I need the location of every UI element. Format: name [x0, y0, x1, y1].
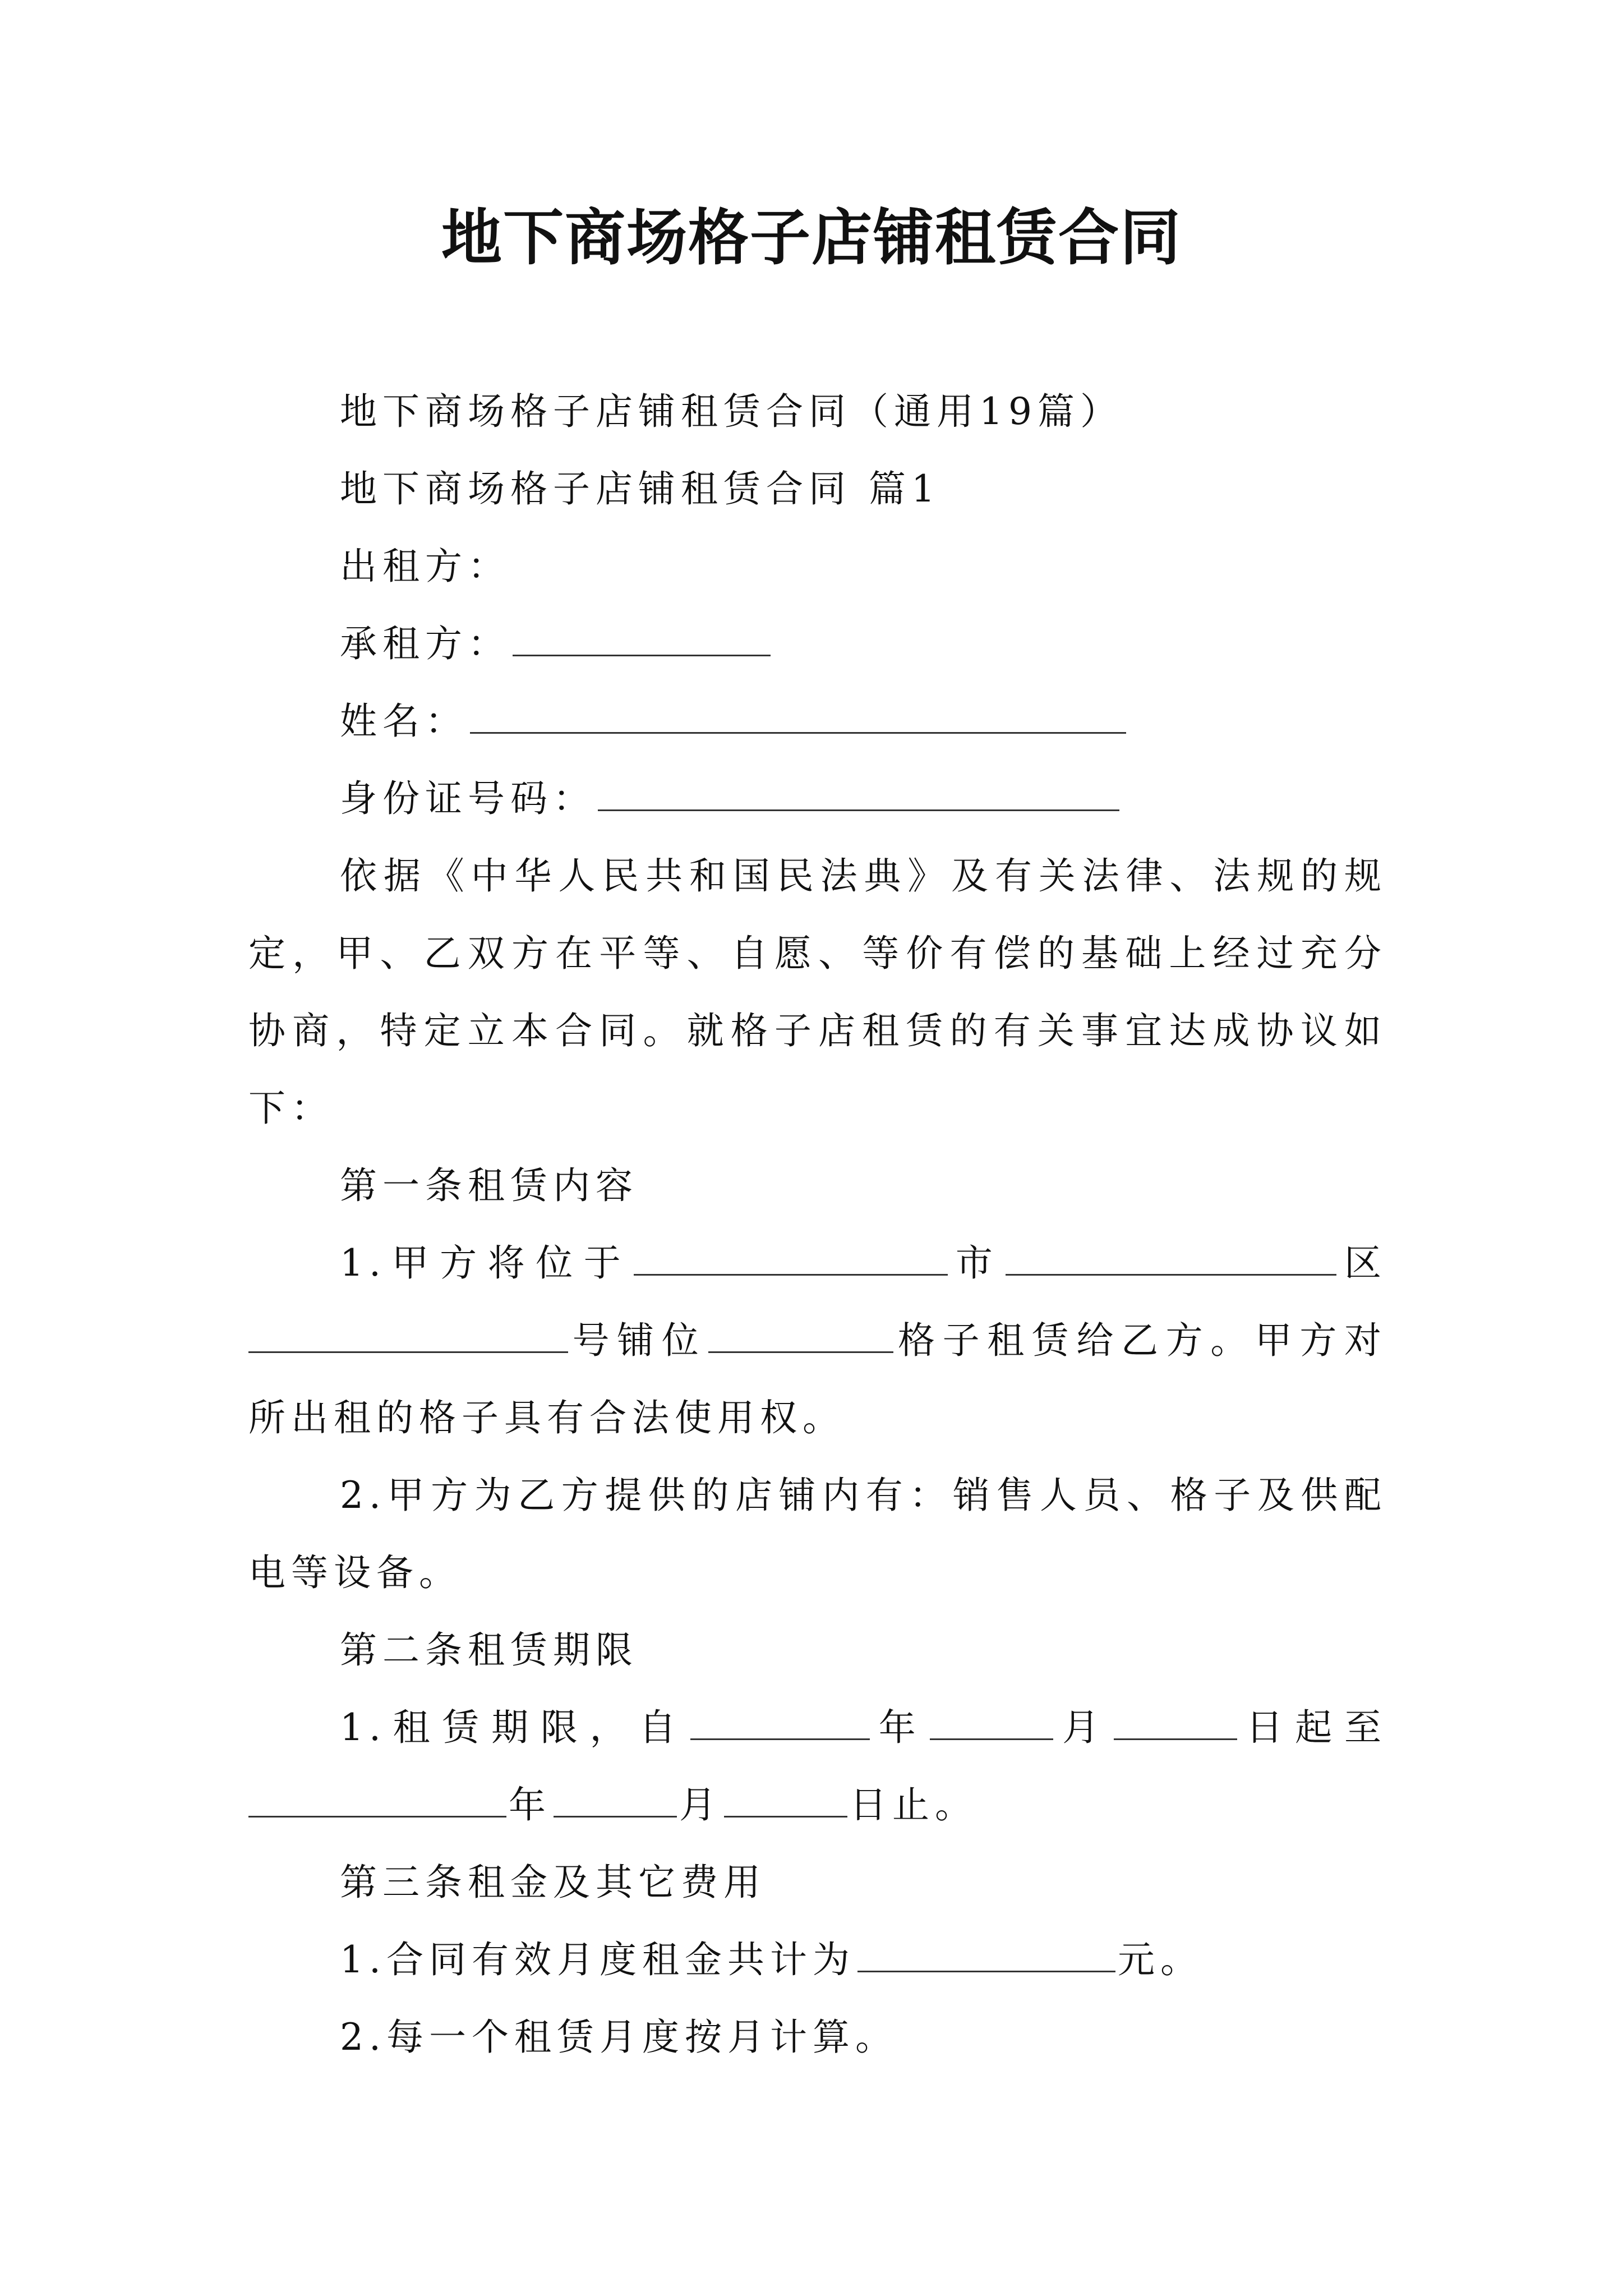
s1-item1-prefix: 1.甲方将位于	[340, 1241, 632, 1285]
rent-unit: 元。	[1117, 1938, 1203, 1981]
id-blank	[598, 775, 1119, 811]
lessor-label: 出租方：	[340, 545, 510, 588]
document-subtitle: 地下商场格子店铺租赁合同（通用19篇）	[340, 390, 1123, 433]
id-line	[248, 760, 1387, 838]
start-day-blank	[1114, 1704, 1237, 1740]
end-month-blank	[554, 1781, 677, 1818]
document-body	[248, 373, 1387, 2076]
district-label: 区	[1339, 1241, 1387, 1285]
start-year-blank	[690, 1704, 870, 1740]
section2-title: 第二条租赁期限	[340, 1628, 638, 1672]
s2-item1	[248, 1689, 1387, 1844]
s1-item1-suffix: 格子租赁给乙方。甲方对所出租的格子具有合法使用权。	[248, 1319, 1387, 1439]
document-title: 地下商场格子店铺租赁合同	[441, 203, 1182, 273]
name-blank	[470, 697, 1126, 734]
district-blank	[1006, 1239, 1336, 1276]
lessor-line	[248, 528, 1387, 605]
lessee-label: 承租方：	[340, 622, 510, 665]
end-day-label: 日止。	[850, 1783, 978, 1826]
section1-title: 第一条租赁内容	[340, 1164, 638, 1207]
grid-blank	[708, 1317, 893, 1353]
stall-label: 号铺位	[570, 1319, 707, 1362]
s1-item2: 2.甲方为乙方提供的店铺内有：销售人员、格子及供配电等设备。	[248, 1474, 1387, 1594]
s3-item2: 2.每一个租赁月度按月计算。	[340, 2016, 898, 2059]
end-day-blank	[724, 1781, 847, 1818]
lessee-line	[248, 605, 1387, 683]
start-month-blank	[930, 1704, 1053, 1740]
city-blank	[634, 1239, 948, 1276]
name-line	[248, 683, 1387, 760]
start-month-label: 月	[1055, 1706, 1112, 1749]
end-year-label: 年	[509, 1783, 551, 1826]
end-year-blank	[248, 1781, 506, 1818]
s3-item1-prefix: 1.合同有效月度租金共计为	[340, 1938, 855, 1981]
s3-item1	[248, 1921, 1387, 1999]
start-day-label: 日起至	[1239, 1706, 1387, 1749]
preamble-paragraph: 依据《中华人民共和国民法典》及有关法律、法规的规定，甲、乙双方在平等、自愿、等价有偿的基础上经过充分协商，特定立本合同。就格子店租赁的有关事宜达成协议如下：	[248, 854, 1387, 1130]
id-label: 身份证号码：	[340, 777, 596, 820]
lessee-blank	[513, 620, 771, 656]
city-label: 市	[950, 1241, 1004, 1285]
article-heading: 地下商场格子店铺租赁合同 篇1	[340, 467, 940, 510]
s1-item1	[248, 1225, 1387, 1457]
start-year-label: 年	[872, 1706, 928, 1749]
name-label: 姓名：	[340, 700, 468, 743]
section3-title: 第三条租金及其它费用	[340, 1861, 766, 1904]
stall-number-blank	[248, 1317, 568, 1353]
rent-amount-blank	[857, 1936, 1115, 1972]
end-month-label: 月	[679, 1783, 722, 1826]
s2-item1-prefix: 1.租赁期限，自	[340, 1706, 688, 1749]
